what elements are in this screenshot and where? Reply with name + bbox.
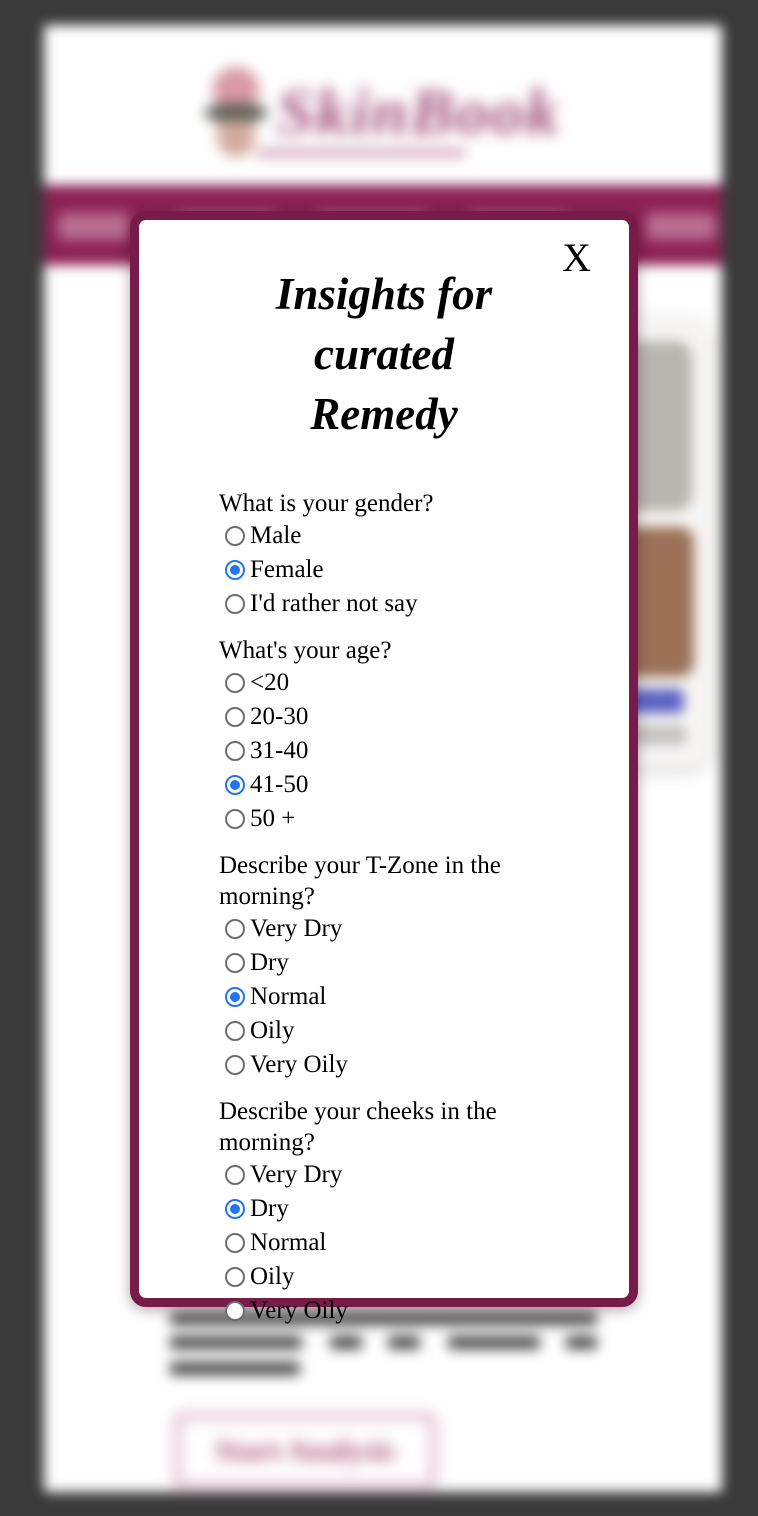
question-group bbox=[219, 488, 559, 621]
question-label: What is your gender? bbox=[219, 490, 434, 517]
radio-option-label: Dry bbox=[250, 949, 289, 976]
radio-button[interactable] bbox=[225, 1301, 245, 1321]
blurred-text-line bbox=[566, 1336, 597, 1349]
radio-button-selected[interactable] bbox=[225, 560, 245, 580]
insights-modal bbox=[130, 211, 638, 1324]
blurred-text-line bbox=[448, 1336, 540, 1349]
radio-option[interactable] bbox=[219, 802, 559, 836]
radio-option-label: 50 + bbox=[250, 805, 296, 832]
question-group bbox=[219, 635, 559, 836]
radio-option-label: Oily bbox=[250, 1017, 295, 1044]
logo-tagline-blurred bbox=[256, 149, 466, 157]
start-analysis-button[interactable] bbox=[174, 1413, 436, 1489]
blurred-text-line bbox=[330, 1336, 362, 1349]
nav-item-blurred[interactable] bbox=[646, 213, 716, 240]
questionnaire-form bbox=[219, 488, 559, 1328]
radio-button[interactable] bbox=[225, 1267, 245, 1287]
modal-title: Insights for curated Remedy bbox=[275, 269, 493, 439]
blurred-text-line bbox=[170, 1362, 300, 1375]
radio-option[interactable] bbox=[219, 912, 559, 946]
radio-option[interactable] bbox=[219, 1192, 559, 1226]
radio-option[interactable] bbox=[219, 734, 559, 768]
radio-option-label: Very Dry bbox=[250, 915, 343, 942]
radio-option-label: 31-40 bbox=[250, 737, 309, 764]
blurred-text-line bbox=[170, 1336, 302, 1349]
question-group bbox=[219, 1096, 559, 1328]
blurred-text-line bbox=[388, 1336, 420, 1349]
radio-option[interactable] bbox=[219, 1260, 559, 1294]
radio-button[interactable] bbox=[225, 741, 245, 761]
logo-text: SkinBook bbox=[277, 76, 561, 149]
radio-option-label: Oily bbox=[250, 1263, 295, 1290]
radio-option-label: Very Dry bbox=[250, 1161, 343, 1188]
radio-button-selected[interactable] bbox=[225, 775, 245, 795]
radio-option[interactable] bbox=[219, 519, 559, 553]
radio-option-label: Dry bbox=[250, 1195, 289, 1222]
radio-button-selected[interactable] bbox=[225, 1199, 245, 1219]
radio-option[interactable] bbox=[219, 1048, 559, 1082]
radio-option-label: Normal bbox=[250, 983, 327, 1010]
radio-option-label: <20 bbox=[250, 669, 290, 696]
radio-option[interactable] bbox=[219, 587, 559, 621]
radio-option-label: Normal bbox=[250, 1229, 327, 1256]
radio-option-label: 20-30 bbox=[250, 703, 309, 730]
radio-option[interactable] bbox=[219, 1226, 559, 1260]
radio-option[interactable] bbox=[219, 1294, 559, 1328]
radio-button[interactable] bbox=[225, 953, 245, 973]
radio-button[interactable] bbox=[225, 1055, 245, 1075]
question-label: What's your age? bbox=[219, 637, 392, 664]
radio-button[interactable] bbox=[225, 526, 245, 546]
question-label: Describe your cheeks in the morning? bbox=[219, 1098, 497, 1156]
radio-button[interactable] bbox=[225, 1021, 245, 1041]
radio-option-label: 41-50 bbox=[250, 771, 309, 798]
radio-option-label: Very Oily bbox=[250, 1051, 348, 1078]
radio-button[interactable] bbox=[225, 673, 245, 693]
radio-option-label: Male bbox=[250, 522, 302, 549]
radio-button[interactable] bbox=[225, 809, 245, 829]
radio-option[interactable] bbox=[219, 700, 559, 734]
radio-option[interactable] bbox=[219, 768, 559, 802]
radio-option[interactable] bbox=[219, 946, 559, 980]
radio-button[interactable] bbox=[225, 1165, 245, 1185]
radio-option[interactable] bbox=[219, 666, 559, 700]
radio-button[interactable] bbox=[225, 919, 245, 939]
radio-button[interactable] bbox=[225, 707, 245, 727]
radio-button[interactable] bbox=[225, 1233, 245, 1253]
radio-option-label: Female bbox=[250, 556, 324, 583]
question-label: Describe your T-Zone in the morning? bbox=[219, 852, 501, 910]
radio-option[interactable] bbox=[219, 553, 559, 587]
radio-button[interactable] bbox=[225, 594, 245, 614]
question-group bbox=[219, 850, 559, 1082]
radio-option[interactable] bbox=[219, 1014, 559, 1048]
close-icon[interactable]: X bbox=[562, 235, 591, 280]
radio-button-selected[interactable] bbox=[225, 987, 245, 1007]
radio-option-label: I'd rather not say bbox=[250, 590, 418, 617]
radio-option[interactable] bbox=[219, 980, 559, 1014]
start-analysis-label: Start Analysis bbox=[215, 1434, 395, 1467]
radio-option-label: Very Oily bbox=[250, 1297, 348, 1324]
radio-option[interactable] bbox=[219, 1158, 559, 1192]
nav-item-blurred[interactable] bbox=[58, 213, 130, 240]
lotus-flower-icon bbox=[205, 67, 267, 159]
